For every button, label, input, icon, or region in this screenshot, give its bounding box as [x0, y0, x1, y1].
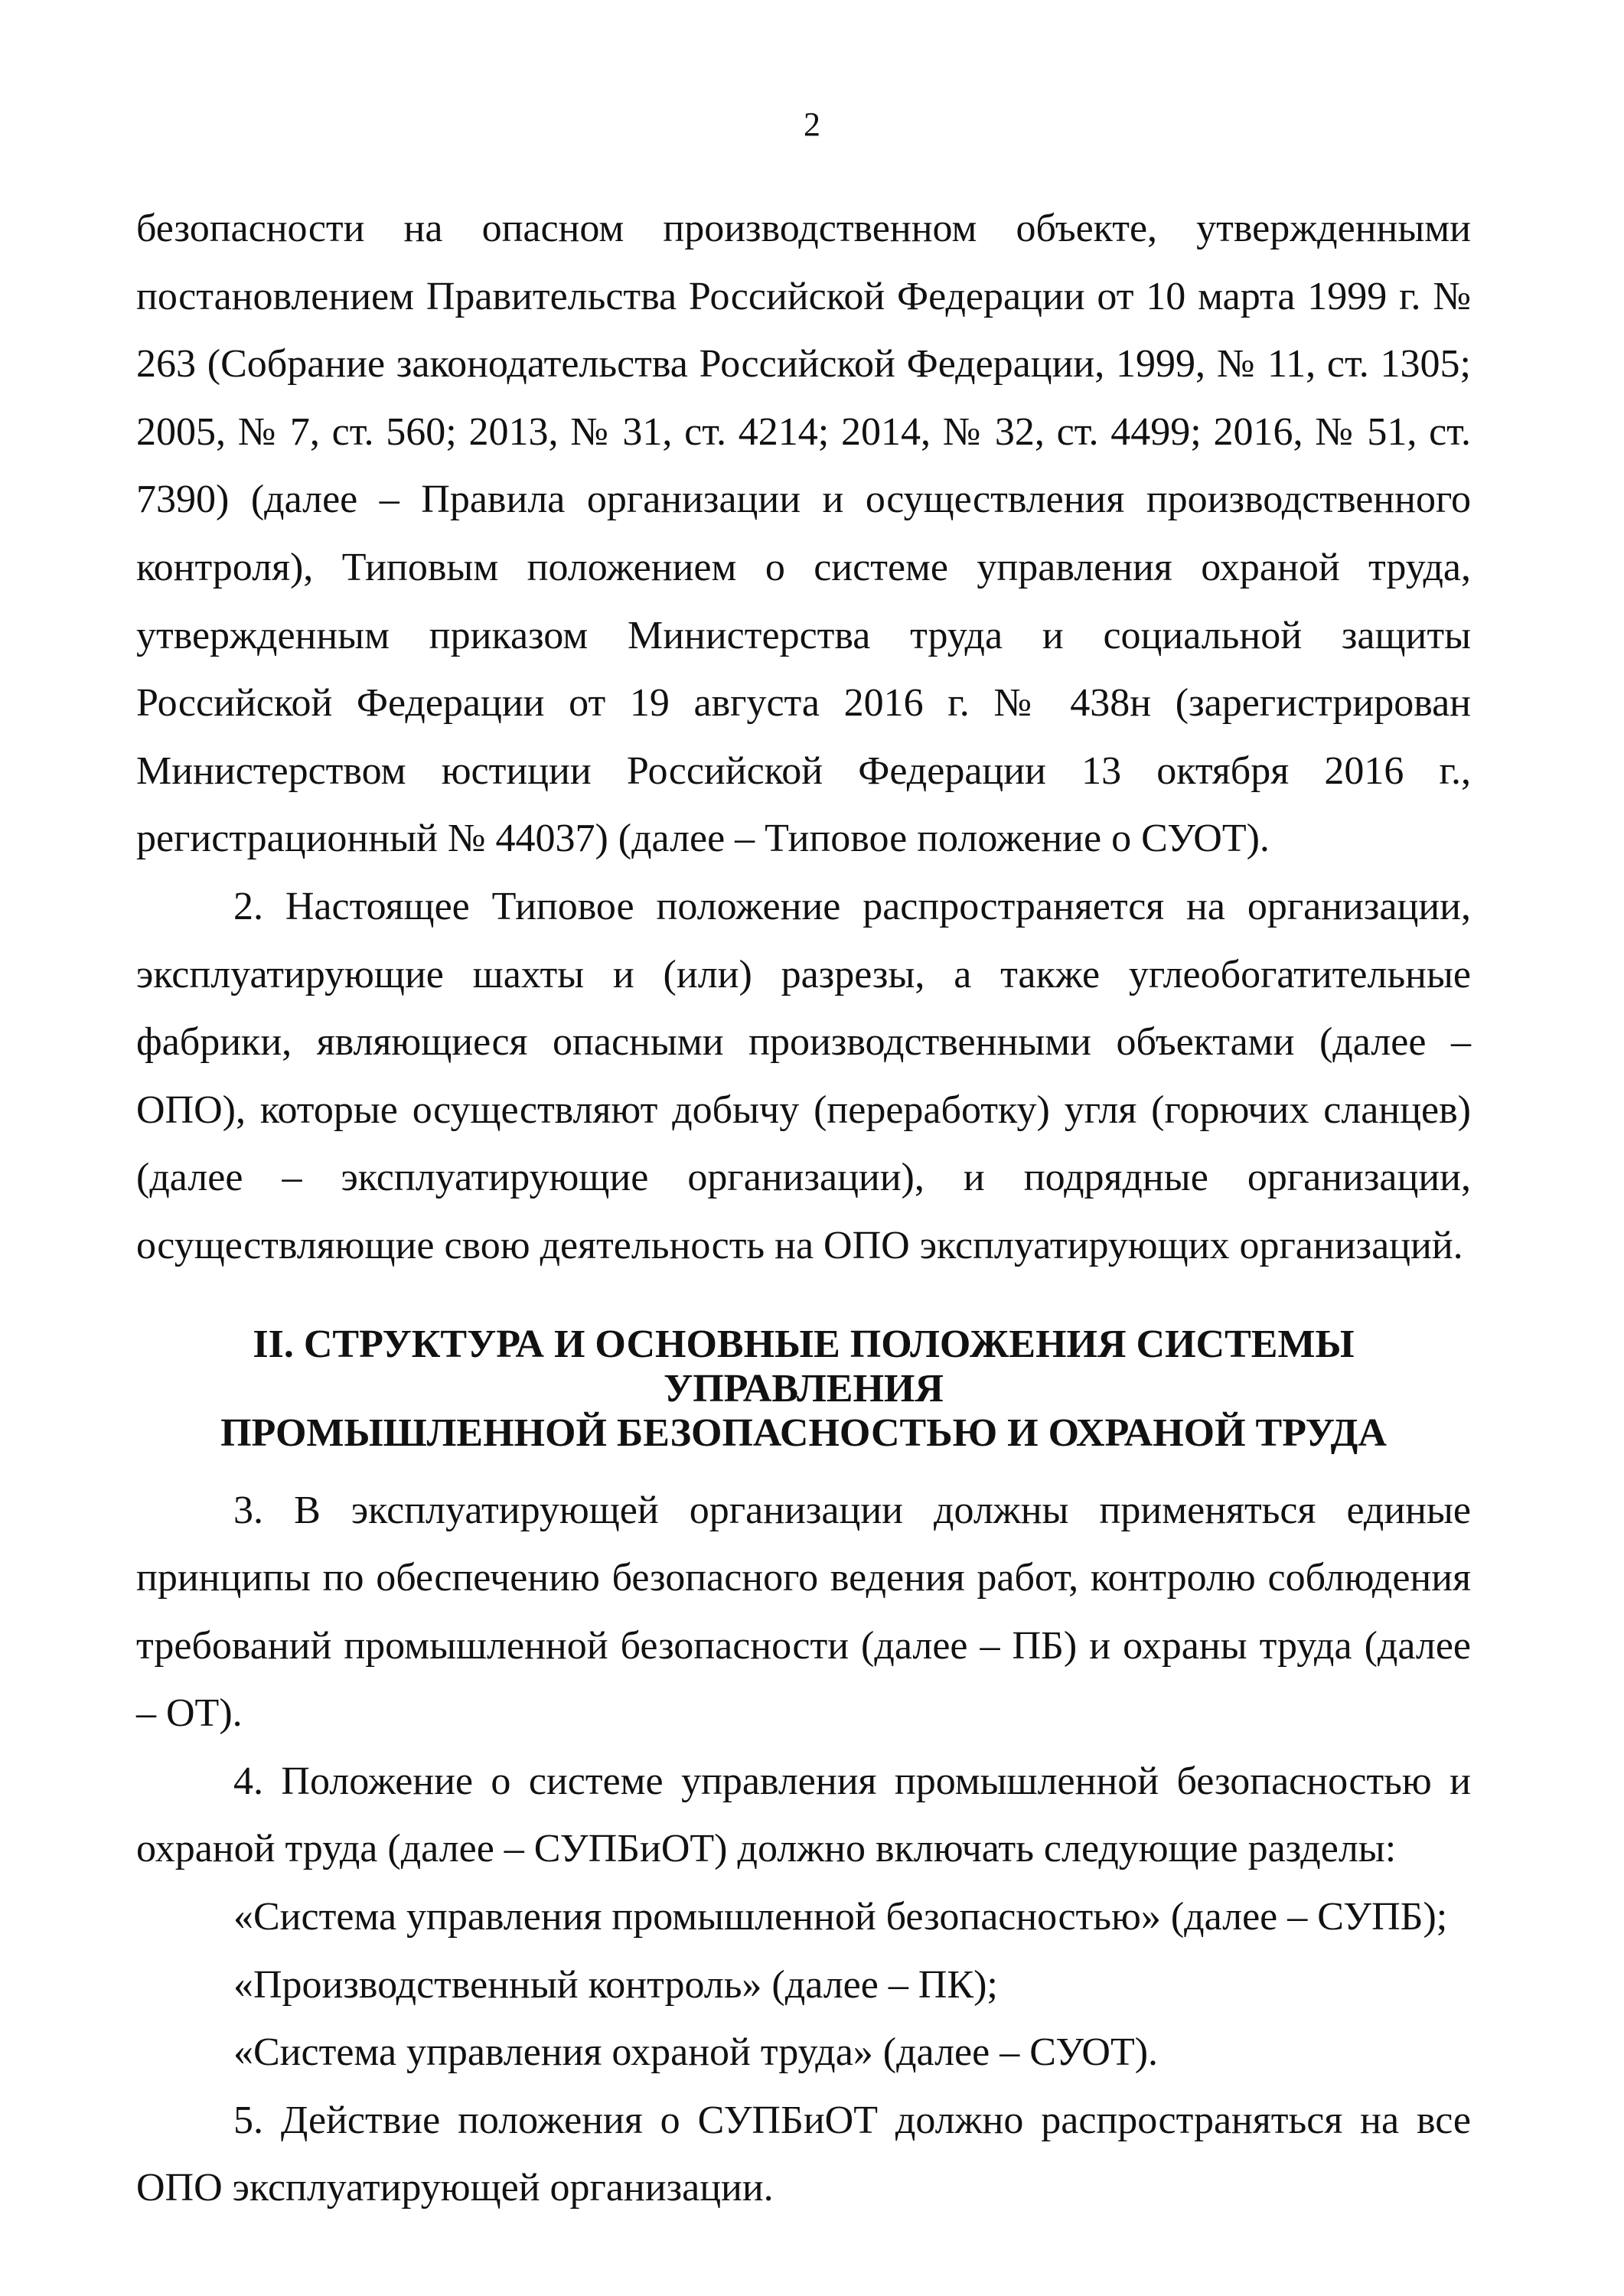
section-heading — [136, 1322, 1471, 1477]
section-heading-line-1: II. СТРУКТУРА И ОСНОВНЫЕ ПОЛОЖЕНИЯ СИСТЕМЫ УПРАВЛЕНИЯ — [253, 1322, 1355, 1411]
page-number: 2 — [804, 106, 820, 143]
paragraph-5: 5. Действие положения о СУПБиОТ должно распространяться на все ОПО эксплуатирующей организации. — [136, 2098, 1471, 2210]
document-body — [136, 195, 1471, 2223]
list-item-suot: «Система управления охраной труда» (далее – СУОТ). — [233, 2030, 1159, 2075]
paragraph-continuation: безопасности на опасном производственном объекте, утвержденными постановлением Правительства Российской Федерации от 10 марта 1999 г. № 263 (Собрание законодательства Российской Федерации, 1999, № 11, ст. 1305; 2005, № 7, ст. 560; 2013, № 31, ст. 4214; 2014, № 32, ст. 4499; 2016, № 51, ст. 7390) (далее – Правила организации и осуществления производственного контроля), Типовым положением о системе управления охраной труда, утвержденным приказом Министерства труда и социальной защиты Российской Федерации от 19 августа 2016 г. № 438н (зарегистрирован Министерством юстиции Российской Федерации 13 октября 2016 г., регистрационный № 44037) (далее – Типовое положение о СУОТ). — [136, 207, 1471, 861]
paragraph-3: 3. В эксплуатирующей организации должны применяться единые принципы по обеспечению безопасного ведения работ, контролю соблюдения требований промышленной безопасности (далее – ПБ) и охраны труда (далее – ОТ). — [136, 1488, 1471, 1736]
list-item-pk: «Производственный контроль» (далее – ПК); — [233, 1962, 998, 2007]
list-item-supb: «Система управления промышленной безопасностью» (далее – СУПБ); — [233, 1895, 1448, 1939]
section-heading-line-2: ПРОМЫШЛЕННОЙ БЕЗОПАСНОСТЬЮ И ОХРАНОЙ ТРУДА — [220, 1411, 1387, 1455]
paragraph-4: 4. Положение о системе управления промышленной безопасностью и охраной труда (далее – СУПБиОТ) должно включать следующие разделы: — [136, 1759, 1471, 1871]
paragraph-2: 2. Настоящее Типовое положение распространяется на организации, эксплуатирующие шахты и (или) разрезы, а также углеобогатительные фабрики, являющиеся опасными производственными объектами (далее – ОПО), которые осуществляют добычу (переработку) угля (горючих сланцев) (далее – эксплуатирующие организации), и подрядные организации, осуществляющие свою деятельность на ОПО эксплуатирующих организаций. — [136, 884, 1471, 1267]
